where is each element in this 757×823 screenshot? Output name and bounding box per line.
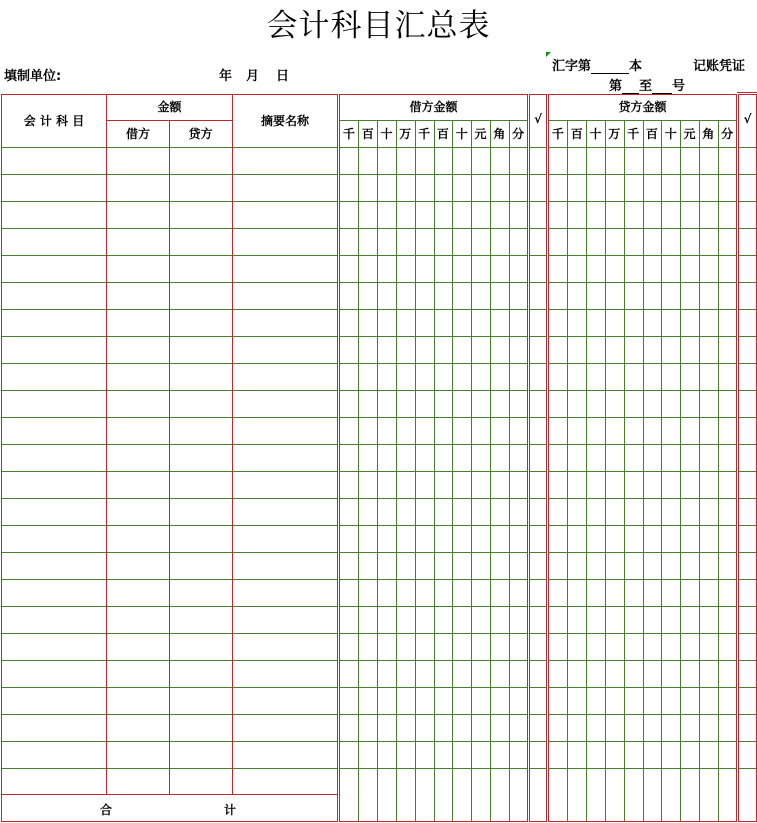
unit-label: 填制单位: bbox=[4, 69, 62, 84]
voucher-suffix: 记账凭证 bbox=[693, 59, 746, 74]
range-suffix: 号 bbox=[672, 79, 686, 94]
digit-header: 千 bbox=[627, 127, 640, 141]
digit-header: 千 bbox=[418, 127, 431, 141]
digit-header: 百 bbox=[570, 127, 583, 141]
digit-header: 分 bbox=[721, 127, 734, 141]
debit-check-border bbox=[530, 95, 547, 822]
date-year-label: 年 bbox=[219, 69, 233, 84]
total-ji: 计 bbox=[224, 803, 237, 817]
digit-header: 千 bbox=[342, 127, 355, 141]
credit-section-border bbox=[549, 95, 737, 822]
header-credit-check: √ bbox=[743, 112, 752, 126]
credit-check-border bbox=[739, 95, 757, 822]
range-prefix: 第 bbox=[609, 79, 623, 94]
header-credit: 贷方 bbox=[188, 127, 213, 141]
header-credit-amount: 贷方金额 bbox=[618, 100, 667, 114]
total-he: 合 bbox=[100, 803, 113, 817]
digit-header: 十 bbox=[664, 127, 677, 141]
date-month-label: 月 bbox=[246, 69, 260, 84]
voucher-prefix: 汇字第 bbox=[552, 59, 592, 74]
voucher-volume: 本 bbox=[629, 59, 643, 74]
digit-header: 角 bbox=[702, 127, 715, 141]
digit-header: 十 bbox=[380, 127, 393, 141]
digit-header: 元 bbox=[683, 127, 696, 141]
digit-header: 万 bbox=[399, 127, 412, 141]
digit-header: 元 bbox=[474, 127, 487, 141]
digit-header: 千 bbox=[551, 127, 564, 141]
header-debit-check: √ bbox=[533, 112, 542, 126]
header-debit-amount: 借方金额 bbox=[409, 100, 458, 114]
digit-header: 百 bbox=[361, 127, 374, 141]
digit-header: 十 bbox=[455, 127, 468, 141]
header-account: 会 计 科 目 bbox=[23, 114, 85, 128]
debit-section-border bbox=[340, 95, 528, 822]
header-summary: 摘要名称 bbox=[260, 114, 309, 128]
date-day-label: 日 bbox=[276, 69, 290, 84]
digit-header: 百 bbox=[645, 127, 658, 141]
digit-header: 万 bbox=[608, 127, 621, 141]
digit-header: 十 bbox=[589, 127, 602, 141]
page-title: 会计科目汇总表 bbox=[266, 8, 491, 44]
digit-header: 分 bbox=[512, 127, 525, 141]
header-debit: 借方 bbox=[125, 127, 150, 141]
range-to: 至 bbox=[639, 79, 653, 94]
digit-header: 角 bbox=[493, 127, 506, 141]
digit-header: 百 bbox=[436, 127, 449, 141]
header-amount: 金额 bbox=[157, 100, 182, 114]
